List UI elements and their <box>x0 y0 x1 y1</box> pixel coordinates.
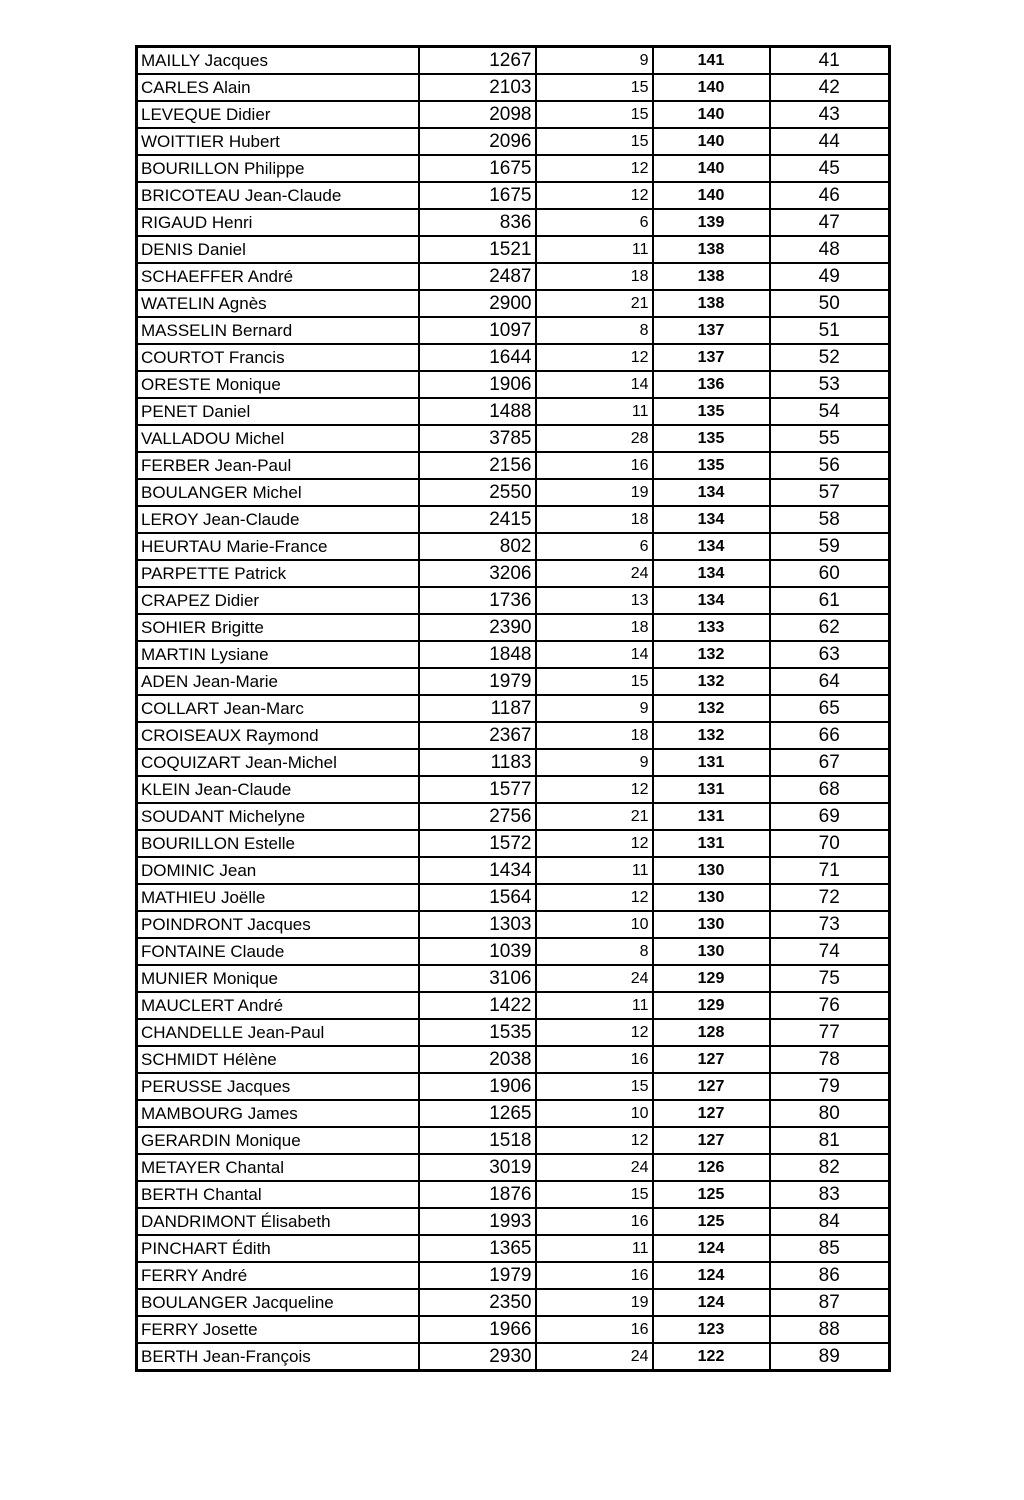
player-name-cell: COLLART Jean-Marc <box>137 695 419 722</box>
rank-cell: 78 <box>770 1046 890 1073</box>
table-row <box>137 290 890 317</box>
average-cell: 131 <box>653 803 770 830</box>
table-row <box>137 506 890 533</box>
player-name-cell: WOITTIER Hubert <box>137 128 419 155</box>
player-name-cell: POINDRONT Jacques <box>137 911 419 938</box>
average-cell: 123 <box>653 1316 770 1343</box>
games-cell: 6 <box>536 533 653 560</box>
games-cell: 19 <box>536 1289 653 1316</box>
points-cell: 1422 <box>419 992 536 1019</box>
player-name-cell: BOURILLON Philippe <box>137 155 419 182</box>
player-name-cell: COQUIZART Jean-Michel <box>137 749 419 776</box>
average-cell: 132 <box>653 722 770 749</box>
rank-cell: 76 <box>770 992 890 1019</box>
rank-cell: 81 <box>770 1127 890 1154</box>
table-row <box>137 884 890 911</box>
games-cell: 19 <box>536 479 653 506</box>
rank-cell: 48 <box>770 236 890 263</box>
points-cell: 1736 <box>419 587 536 614</box>
player-name-cell: ORESTE Monique <box>137 371 419 398</box>
games-cell: 15 <box>536 101 653 128</box>
points-cell: 1488 <box>419 398 536 425</box>
table-row <box>137 155 890 182</box>
player-name-cell: MUNIER Monique <box>137 965 419 992</box>
table-row <box>137 1100 890 1127</box>
player-name-cell: DOMINIC Jean <box>137 857 419 884</box>
rank-cell: 75 <box>770 965 890 992</box>
rank-cell: 60 <box>770 560 890 587</box>
average-cell: 140 <box>653 74 770 101</box>
table-row <box>137 1127 890 1154</box>
rank-cell: 87 <box>770 1289 890 1316</box>
table-row <box>137 236 890 263</box>
player-name-cell: CROISEAUX Raymond <box>137 722 419 749</box>
rank-cell: 49 <box>770 263 890 290</box>
points-cell: 3019 <box>419 1154 536 1181</box>
rank-cell: 58 <box>770 506 890 533</box>
average-cell: 129 <box>653 965 770 992</box>
rank-cell: 72 <box>770 884 890 911</box>
player-name-cell: SCHMIDT Hélène <box>137 1046 419 1073</box>
points-cell: 3106 <box>419 965 536 992</box>
games-cell: 9 <box>536 47 653 75</box>
points-cell: 1848 <box>419 641 536 668</box>
games-cell: 12 <box>536 884 653 911</box>
table-row <box>137 722 890 749</box>
table-row <box>137 1019 890 1046</box>
rank-cell: 82 <box>770 1154 890 1181</box>
rank-cell: 89 <box>770 1343 890 1371</box>
player-name-cell: BOULANGER Michel <box>137 479 419 506</box>
rank-cell: 85 <box>770 1235 890 1262</box>
points-cell: 1265 <box>419 1100 536 1127</box>
average-cell: 136 <box>653 371 770 398</box>
rank-cell: 65 <box>770 695 890 722</box>
table-row <box>137 641 890 668</box>
player-name-cell: PARPETTE Patrick <box>137 560 419 587</box>
average-cell: 130 <box>653 884 770 911</box>
points-cell: 1303 <box>419 911 536 938</box>
average-cell: 129 <box>653 992 770 1019</box>
games-cell: 9 <box>536 749 653 776</box>
average-cell: 132 <box>653 668 770 695</box>
games-cell: 11 <box>536 236 653 263</box>
games-cell: 18 <box>536 263 653 290</box>
games-cell: 14 <box>536 641 653 668</box>
average-cell: 125 <box>653 1208 770 1235</box>
rank-cell: 43 <box>770 101 890 128</box>
table-row <box>137 371 890 398</box>
table-row <box>137 938 890 965</box>
games-cell: 11 <box>536 1235 653 1262</box>
games-cell: 8 <box>536 938 653 965</box>
average-cell: 125 <box>653 1181 770 1208</box>
average-cell: 135 <box>653 452 770 479</box>
player-name-cell: METAYER Chantal <box>137 1154 419 1181</box>
points-cell: 2156 <box>419 452 536 479</box>
table-row <box>137 1208 890 1235</box>
average-cell: 135 <box>653 425 770 452</box>
rank-cell: 74 <box>770 938 890 965</box>
points-cell: 3206 <box>419 560 536 587</box>
player-name-cell: SOUDANT Michelyne <box>137 803 419 830</box>
player-name-cell: LEVEQUE Didier <box>137 101 419 128</box>
points-cell: 836 <box>419 209 536 236</box>
table-row <box>137 803 890 830</box>
points-cell: 2415 <box>419 506 536 533</box>
rank-cell: 70 <box>770 830 890 857</box>
player-name-cell: MASSELIN Bernard <box>137 317 419 344</box>
rank-cell: 52 <box>770 344 890 371</box>
points-cell: 2756 <box>419 803 536 830</box>
rank-cell: 42 <box>770 74 890 101</box>
points-cell: 2096 <box>419 128 536 155</box>
table-row <box>137 965 890 992</box>
table-row <box>137 830 890 857</box>
rank-cell: 67 <box>770 749 890 776</box>
average-cell: 127 <box>653 1100 770 1127</box>
rank-cell: 54 <box>770 398 890 425</box>
table-row <box>137 263 890 290</box>
rank-cell: 46 <box>770 182 890 209</box>
points-cell: 1187 <box>419 695 536 722</box>
table-row <box>137 1316 890 1343</box>
points-cell: 1267 <box>419 47 536 75</box>
table-row <box>137 182 890 209</box>
table-row <box>137 1235 890 1262</box>
player-name-cell: BRICOTEAU Jean-Claude <box>137 182 419 209</box>
table-row <box>137 398 890 425</box>
points-cell: 1577 <box>419 776 536 803</box>
games-cell: 24 <box>536 965 653 992</box>
ranking-table-body <box>137 47 890 1371</box>
games-cell: 15 <box>536 1181 653 1208</box>
games-cell: 15 <box>536 128 653 155</box>
points-cell: 2487 <box>419 263 536 290</box>
points-cell: 1039 <box>419 938 536 965</box>
points-cell: 2930 <box>419 1343 536 1371</box>
points-cell: 1675 <box>419 155 536 182</box>
table-row <box>137 1289 890 1316</box>
games-cell: 11 <box>536 992 653 1019</box>
points-cell: 1993 <box>419 1208 536 1235</box>
average-cell: 137 <box>653 344 770 371</box>
points-cell: 1183 <box>419 749 536 776</box>
rank-cell: 73 <box>770 911 890 938</box>
games-cell: 28 <box>536 425 653 452</box>
player-name-cell: PINCHART Édith <box>137 1235 419 1262</box>
average-cell: 122 <box>653 1343 770 1371</box>
games-cell: 10 <box>536 1100 653 1127</box>
average-cell: 134 <box>653 479 770 506</box>
table-row <box>137 209 890 236</box>
points-cell: 1434 <box>419 857 536 884</box>
points-cell: 2390 <box>419 614 536 641</box>
average-cell: 130 <box>653 938 770 965</box>
rank-cell: 66 <box>770 722 890 749</box>
player-name-cell: DANDRIMONT Élisabeth <box>137 1208 419 1235</box>
points-cell: 1365 <box>419 1235 536 1262</box>
average-cell: 140 <box>653 128 770 155</box>
games-cell: 12 <box>536 776 653 803</box>
player-name-cell: CHANDELLE Jean-Paul <box>137 1019 419 1046</box>
player-name-cell: FONTAINE Claude <box>137 938 419 965</box>
table-row <box>137 47 890 75</box>
rank-cell: 63 <box>770 641 890 668</box>
games-cell: 16 <box>536 1046 653 1073</box>
player-name-cell: SCHAEFFER André <box>137 263 419 290</box>
player-name-cell: VALLADOU Michel <box>137 425 419 452</box>
rank-cell: 71 <box>770 857 890 884</box>
player-name-cell: COURTOT Francis <box>137 344 419 371</box>
rank-cell: 41 <box>770 47 890 75</box>
table-row <box>137 317 890 344</box>
games-cell: 6 <box>536 209 653 236</box>
average-cell: 140 <box>653 182 770 209</box>
rank-cell: 88 <box>770 1316 890 1343</box>
games-cell: 11 <box>536 398 653 425</box>
games-cell: 18 <box>536 722 653 749</box>
average-cell: 132 <box>653 695 770 722</box>
average-cell: 137 <box>653 317 770 344</box>
average-cell: 127 <box>653 1046 770 1073</box>
table-row <box>137 1046 890 1073</box>
player-name-cell: MAILLY Jacques <box>137 47 419 75</box>
average-cell: 128 <box>653 1019 770 1046</box>
average-cell: 126 <box>653 1154 770 1181</box>
player-name-cell: MARTIN Lysiane <box>137 641 419 668</box>
rank-cell: 50 <box>770 290 890 317</box>
games-cell: 15 <box>536 1073 653 1100</box>
rank-cell: 84 <box>770 1208 890 1235</box>
games-cell: 21 <box>536 803 653 830</box>
games-cell: 24 <box>536 560 653 587</box>
rank-cell: 55 <box>770 425 890 452</box>
average-cell: 140 <box>653 101 770 128</box>
average-cell: 132 <box>653 641 770 668</box>
games-cell: 16 <box>536 1208 653 1235</box>
player-name-cell: SOHIER Brigitte <box>137 614 419 641</box>
games-cell: 24 <box>536 1154 653 1181</box>
games-cell: 12 <box>536 182 653 209</box>
player-name-cell: LEROY Jean-Claude <box>137 506 419 533</box>
table-row <box>137 560 890 587</box>
games-cell: 16 <box>536 1316 653 1343</box>
rank-cell: 56 <box>770 452 890 479</box>
average-cell: 124 <box>653 1289 770 1316</box>
average-cell: 133 <box>653 614 770 641</box>
average-cell: 130 <box>653 911 770 938</box>
games-cell: 12 <box>536 1127 653 1154</box>
games-cell: 18 <box>536 614 653 641</box>
average-cell: 130 <box>653 857 770 884</box>
table-row <box>137 344 890 371</box>
table-row <box>137 74 890 101</box>
points-cell: 2350 <box>419 1289 536 1316</box>
rank-cell: 45 <box>770 155 890 182</box>
rank-cell: 64 <box>770 668 890 695</box>
rank-cell: 62 <box>770 614 890 641</box>
table-row <box>137 1343 890 1371</box>
player-name-cell: MAUCLERT André <box>137 992 419 1019</box>
games-cell: 11 <box>536 857 653 884</box>
games-cell: 13 <box>536 587 653 614</box>
points-cell: 1097 <box>419 317 536 344</box>
ranking-table <box>135 45 891 1372</box>
rank-cell: 47 <box>770 209 890 236</box>
player-name-cell: BOURILLON Estelle <box>137 830 419 857</box>
points-cell: 1521 <box>419 236 536 263</box>
player-name-cell: BERTH Jean-François <box>137 1343 419 1371</box>
table-row <box>137 1073 890 1100</box>
points-cell: 1906 <box>419 371 536 398</box>
points-cell: 2367 <box>419 722 536 749</box>
points-cell: 1572 <box>419 830 536 857</box>
games-cell: 12 <box>536 155 653 182</box>
points-cell: 2900 <box>419 290 536 317</box>
player-name-cell: PENET Daniel <box>137 398 419 425</box>
points-cell: 802 <box>419 533 536 560</box>
average-cell: 131 <box>653 749 770 776</box>
rank-cell: 77 <box>770 1019 890 1046</box>
average-cell: 140 <box>653 155 770 182</box>
rank-cell: 53 <box>770 371 890 398</box>
table-row <box>137 749 890 776</box>
rank-cell: 68 <box>770 776 890 803</box>
table-row <box>137 1154 890 1181</box>
player-name-cell: WATELIN Agnès <box>137 290 419 317</box>
games-cell: 9 <box>536 695 653 722</box>
player-name-cell: RIGAUD Henri <box>137 209 419 236</box>
rank-cell: 59 <box>770 533 890 560</box>
rank-cell: 79 <box>770 1073 890 1100</box>
average-cell: 135 <box>653 398 770 425</box>
games-cell: 16 <box>536 452 653 479</box>
player-name-cell: ADEN Jean-Marie <box>137 668 419 695</box>
player-name-cell: CARLES Alain <box>137 74 419 101</box>
points-cell: 2103 <box>419 74 536 101</box>
points-cell: 3785 <box>419 425 536 452</box>
table-row <box>137 479 890 506</box>
player-name-cell: KLEIN Jean-Claude <box>137 776 419 803</box>
average-cell: 127 <box>653 1127 770 1154</box>
average-cell: 134 <box>653 560 770 587</box>
player-name-cell: MATHIEU Joëlle <box>137 884 419 911</box>
games-cell: 12 <box>536 344 653 371</box>
player-name-cell: PERUSSE Jacques <box>137 1073 419 1100</box>
average-cell: 139 <box>653 209 770 236</box>
table-row <box>137 587 890 614</box>
player-name-cell: FERRY Josette <box>137 1316 419 1343</box>
player-name-cell: MAMBOURG James <box>137 1100 419 1127</box>
points-cell: 1979 <box>419 668 536 695</box>
average-cell: 138 <box>653 290 770 317</box>
rank-cell: 61 <box>770 587 890 614</box>
average-cell: 138 <box>653 263 770 290</box>
average-cell: 124 <box>653 1235 770 1262</box>
points-cell: 1979 <box>419 1262 536 1289</box>
games-cell: 24 <box>536 1343 653 1371</box>
points-cell: 1564 <box>419 884 536 911</box>
points-cell: 1906 <box>419 1073 536 1100</box>
table-row <box>137 992 890 1019</box>
table-row <box>137 1181 890 1208</box>
rank-cell: 51 <box>770 317 890 344</box>
average-cell: 124 <box>653 1262 770 1289</box>
player-name-cell: DENIS Daniel <box>137 236 419 263</box>
table-row <box>137 857 890 884</box>
points-cell: 1876 <box>419 1181 536 1208</box>
table-row <box>137 668 890 695</box>
table-row <box>137 533 890 560</box>
games-cell: 21 <box>536 290 653 317</box>
points-cell: 2038 <box>419 1046 536 1073</box>
player-name-cell: BERTH Chantal <box>137 1181 419 1208</box>
games-cell: 12 <box>536 1019 653 1046</box>
rank-cell: 69 <box>770 803 890 830</box>
table-row <box>137 614 890 641</box>
table-row <box>137 101 890 128</box>
average-cell: 134 <box>653 587 770 614</box>
table-row <box>137 1262 890 1289</box>
table-row <box>137 776 890 803</box>
table-row <box>137 911 890 938</box>
games-cell: 10 <box>536 911 653 938</box>
player-name-cell: FERBER Jean-Paul <box>137 452 419 479</box>
player-name-cell: BOULANGER Jacqueline <box>137 1289 419 1316</box>
games-cell: 14 <box>536 371 653 398</box>
points-cell: 2550 <box>419 479 536 506</box>
games-cell: 8 <box>536 317 653 344</box>
table-row <box>137 128 890 155</box>
player-name-cell: CRAPEZ Didier <box>137 587 419 614</box>
average-cell: 141 <box>653 47 770 75</box>
games-cell: 16 <box>536 1262 653 1289</box>
player-name-cell: GERARDIN Monique <box>137 1127 419 1154</box>
points-cell: 1675 <box>419 182 536 209</box>
games-cell: 15 <box>536 74 653 101</box>
average-cell: 131 <box>653 830 770 857</box>
points-cell: 1535 <box>419 1019 536 1046</box>
rank-cell: 80 <box>770 1100 890 1127</box>
games-cell: 18 <box>536 506 653 533</box>
average-cell: 138 <box>653 236 770 263</box>
average-cell: 134 <box>653 506 770 533</box>
average-cell: 131 <box>653 776 770 803</box>
points-cell: 1966 <box>419 1316 536 1343</box>
table-row <box>137 452 890 479</box>
player-name-cell: HEURTAU Marie-France <box>137 533 419 560</box>
average-cell: 134 <box>653 533 770 560</box>
points-cell: 1644 <box>419 344 536 371</box>
rank-cell: 57 <box>770 479 890 506</box>
points-cell: 2098 <box>419 101 536 128</box>
rank-cell: 44 <box>770 128 890 155</box>
games-cell: 15 <box>536 668 653 695</box>
rank-cell: 86 <box>770 1262 890 1289</box>
table-row <box>137 695 890 722</box>
rank-cell: 83 <box>770 1181 890 1208</box>
points-cell: 1518 <box>419 1127 536 1154</box>
average-cell: 127 <box>653 1073 770 1100</box>
player-name-cell: FERRY André <box>137 1262 419 1289</box>
games-cell: 12 <box>536 830 653 857</box>
table-row <box>137 425 890 452</box>
